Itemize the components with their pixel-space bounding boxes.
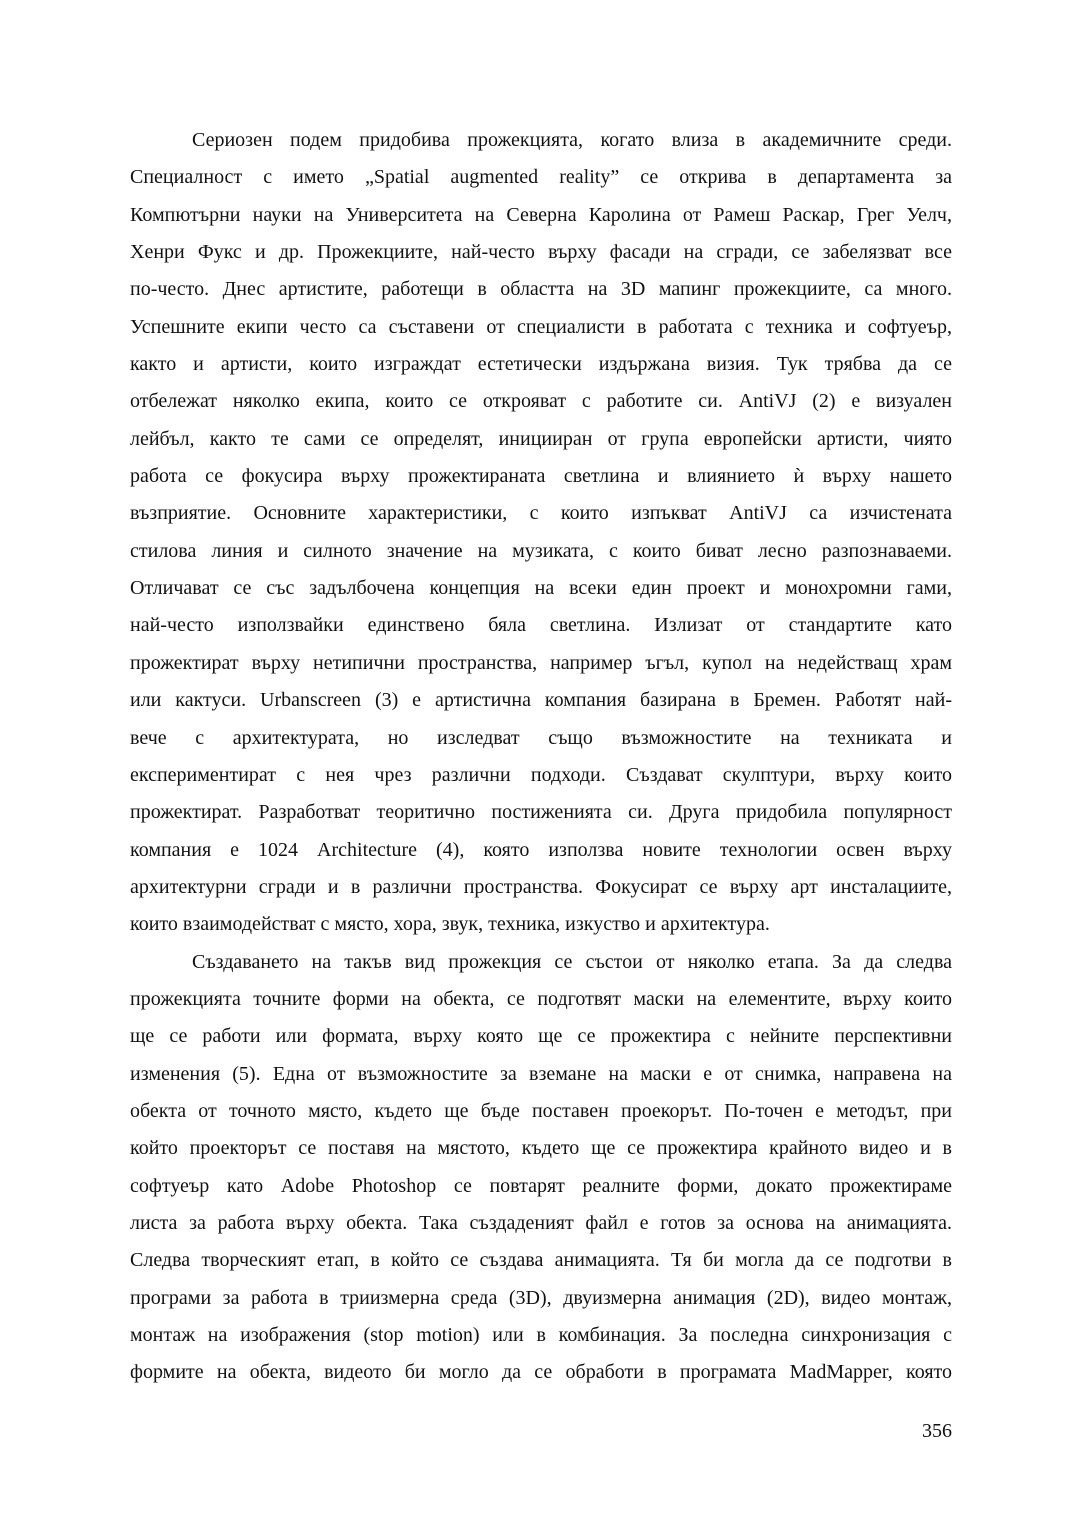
- text-line: работа се фокусира върху прожектираната светлина и влиянието ѝ върху нашето: [130, 465, 952, 488]
- text-line: компания е 1024 Architecture (4), която използва новите технологии освен върху: [130, 838, 952, 861]
- text-line: който проекторът се поставя на мястото, където ще се прожектира крайното видео и в: [130, 1137, 952, 1160]
- text-line: архитектурни сгради и в различни пространства. Фокусират се върху арт инсталациите,: [130, 875, 952, 898]
- text-line: прожекцията точните форми на обекта, се подготвят маски на елементите, върху които: [130, 987, 952, 1010]
- text-line: по-често. Днес артистите, работещи в областта на 3D мапинг прожекциите, са много.: [130, 278, 952, 301]
- text-line: Хенри Фукс и др. Прожекциите, най-често върху фасади на сгради, се забелязват все: [130, 241, 952, 264]
- text-line: обекта от точното място, където ще бъде поставен проекорът. По-точен е методът, при: [130, 1099, 952, 1122]
- text-line: изменения (5). Една от възможностите за вземане на маски е от снимка, направена на: [130, 1062, 952, 1085]
- text-line: вече с архитектурата, но изследват също възможностите на техниката и: [130, 726, 952, 749]
- text-line: най-често използвайки единствено бяла светлина. Излизат от стандартите като: [130, 614, 952, 637]
- page-number: 356: [922, 1420, 952, 1442]
- text-line: Специалност с името „Spatial augmented reality” се открива в департамента за: [130, 166, 952, 189]
- text-line: както и артисти, които изграждат естетически издържана визия. Тук трябва да се: [130, 353, 952, 376]
- text-line: Отличават се със задълбочена концепция на всеки един проект и монохромни гами,: [130, 577, 952, 600]
- text-line: стилова линия и силното значение на музиката, с които биват лесно разпознаваеми.: [130, 539, 952, 562]
- text-line: Успешните екипи често са съставени от специалисти в работата с техника и софтуеър,: [130, 315, 952, 338]
- document-body: [130, 122, 952, 1392]
- paragraph: [130, 122, 952, 944]
- text-line: Създаването на такъв вид прожекция се състои от няколко етапа. За да следва: [192, 950, 952, 973]
- text-line: листа за работа върху обекта. Така създадeният файл е готов за основа на анимацията.: [130, 1211, 952, 1234]
- text-line: формите на обекта, видеото би могло да се обработи в програмата MadMapper, която: [130, 1361, 952, 1384]
- text-line: лейбъл, както те сами се определят, иницииран от група европейски артисти, чиято: [130, 427, 952, 450]
- text-line: възприятие. Основните характеристики, с които изпъкват AntiVJ са изчистената: [130, 502, 952, 525]
- text-line: Следва творческият етап, в който се създава анимацията. Тя би могла да се подготви в: [130, 1249, 952, 1272]
- text-line: Сериозен подем придобива прожекцията, когато влиза в академичните среди.: [192, 129, 952, 151]
- paragraph: [130, 944, 952, 1392]
- text-line: или кактуси. Urbanscreen (3) е артистична компания базирана в Бремен. Работят най-: [130, 689, 952, 712]
- text-line: софтуеър като Adobe Photoshop се повтарят реалните форми, докато прожектираме: [130, 1174, 952, 1197]
- text-line: прожектират. Разработват теоритично постиженията си. Друга придобила популярност: [130, 801, 952, 824]
- text-line: отбележат няколко екипа, които се открояват с работите си. AntiVJ (2) е визуален: [130, 390, 952, 413]
- text-line: експериментират с нея чрез различни подходи. Създават скулптури, върху които: [130, 763, 952, 786]
- text-line: програми за работа в триизмерна среда (3D), двуизмерна анимация (2D), видео монтаж,: [130, 1286, 952, 1309]
- text-line: които взаимодействат с място, хора, звук, техника, изкуство и архитектура.: [130, 913, 770, 936]
- text-line: монтаж на изображения (stop motion) или в комбинация. За последна синхронизация с: [130, 1324, 952, 1346]
- text-line: ще се работи или формата, върху която ще се прожектира с нейните перспективни: [130, 1025, 952, 1048]
- text-line: Компютърни науки на Университета на Северна Каролина от Рамеш Раскар, Грег Уелч,: [130, 203, 952, 226]
- text-line: прожектират върху нетипични пространства, например ъгъл, купол на недействащ храм: [130, 651, 952, 674]
